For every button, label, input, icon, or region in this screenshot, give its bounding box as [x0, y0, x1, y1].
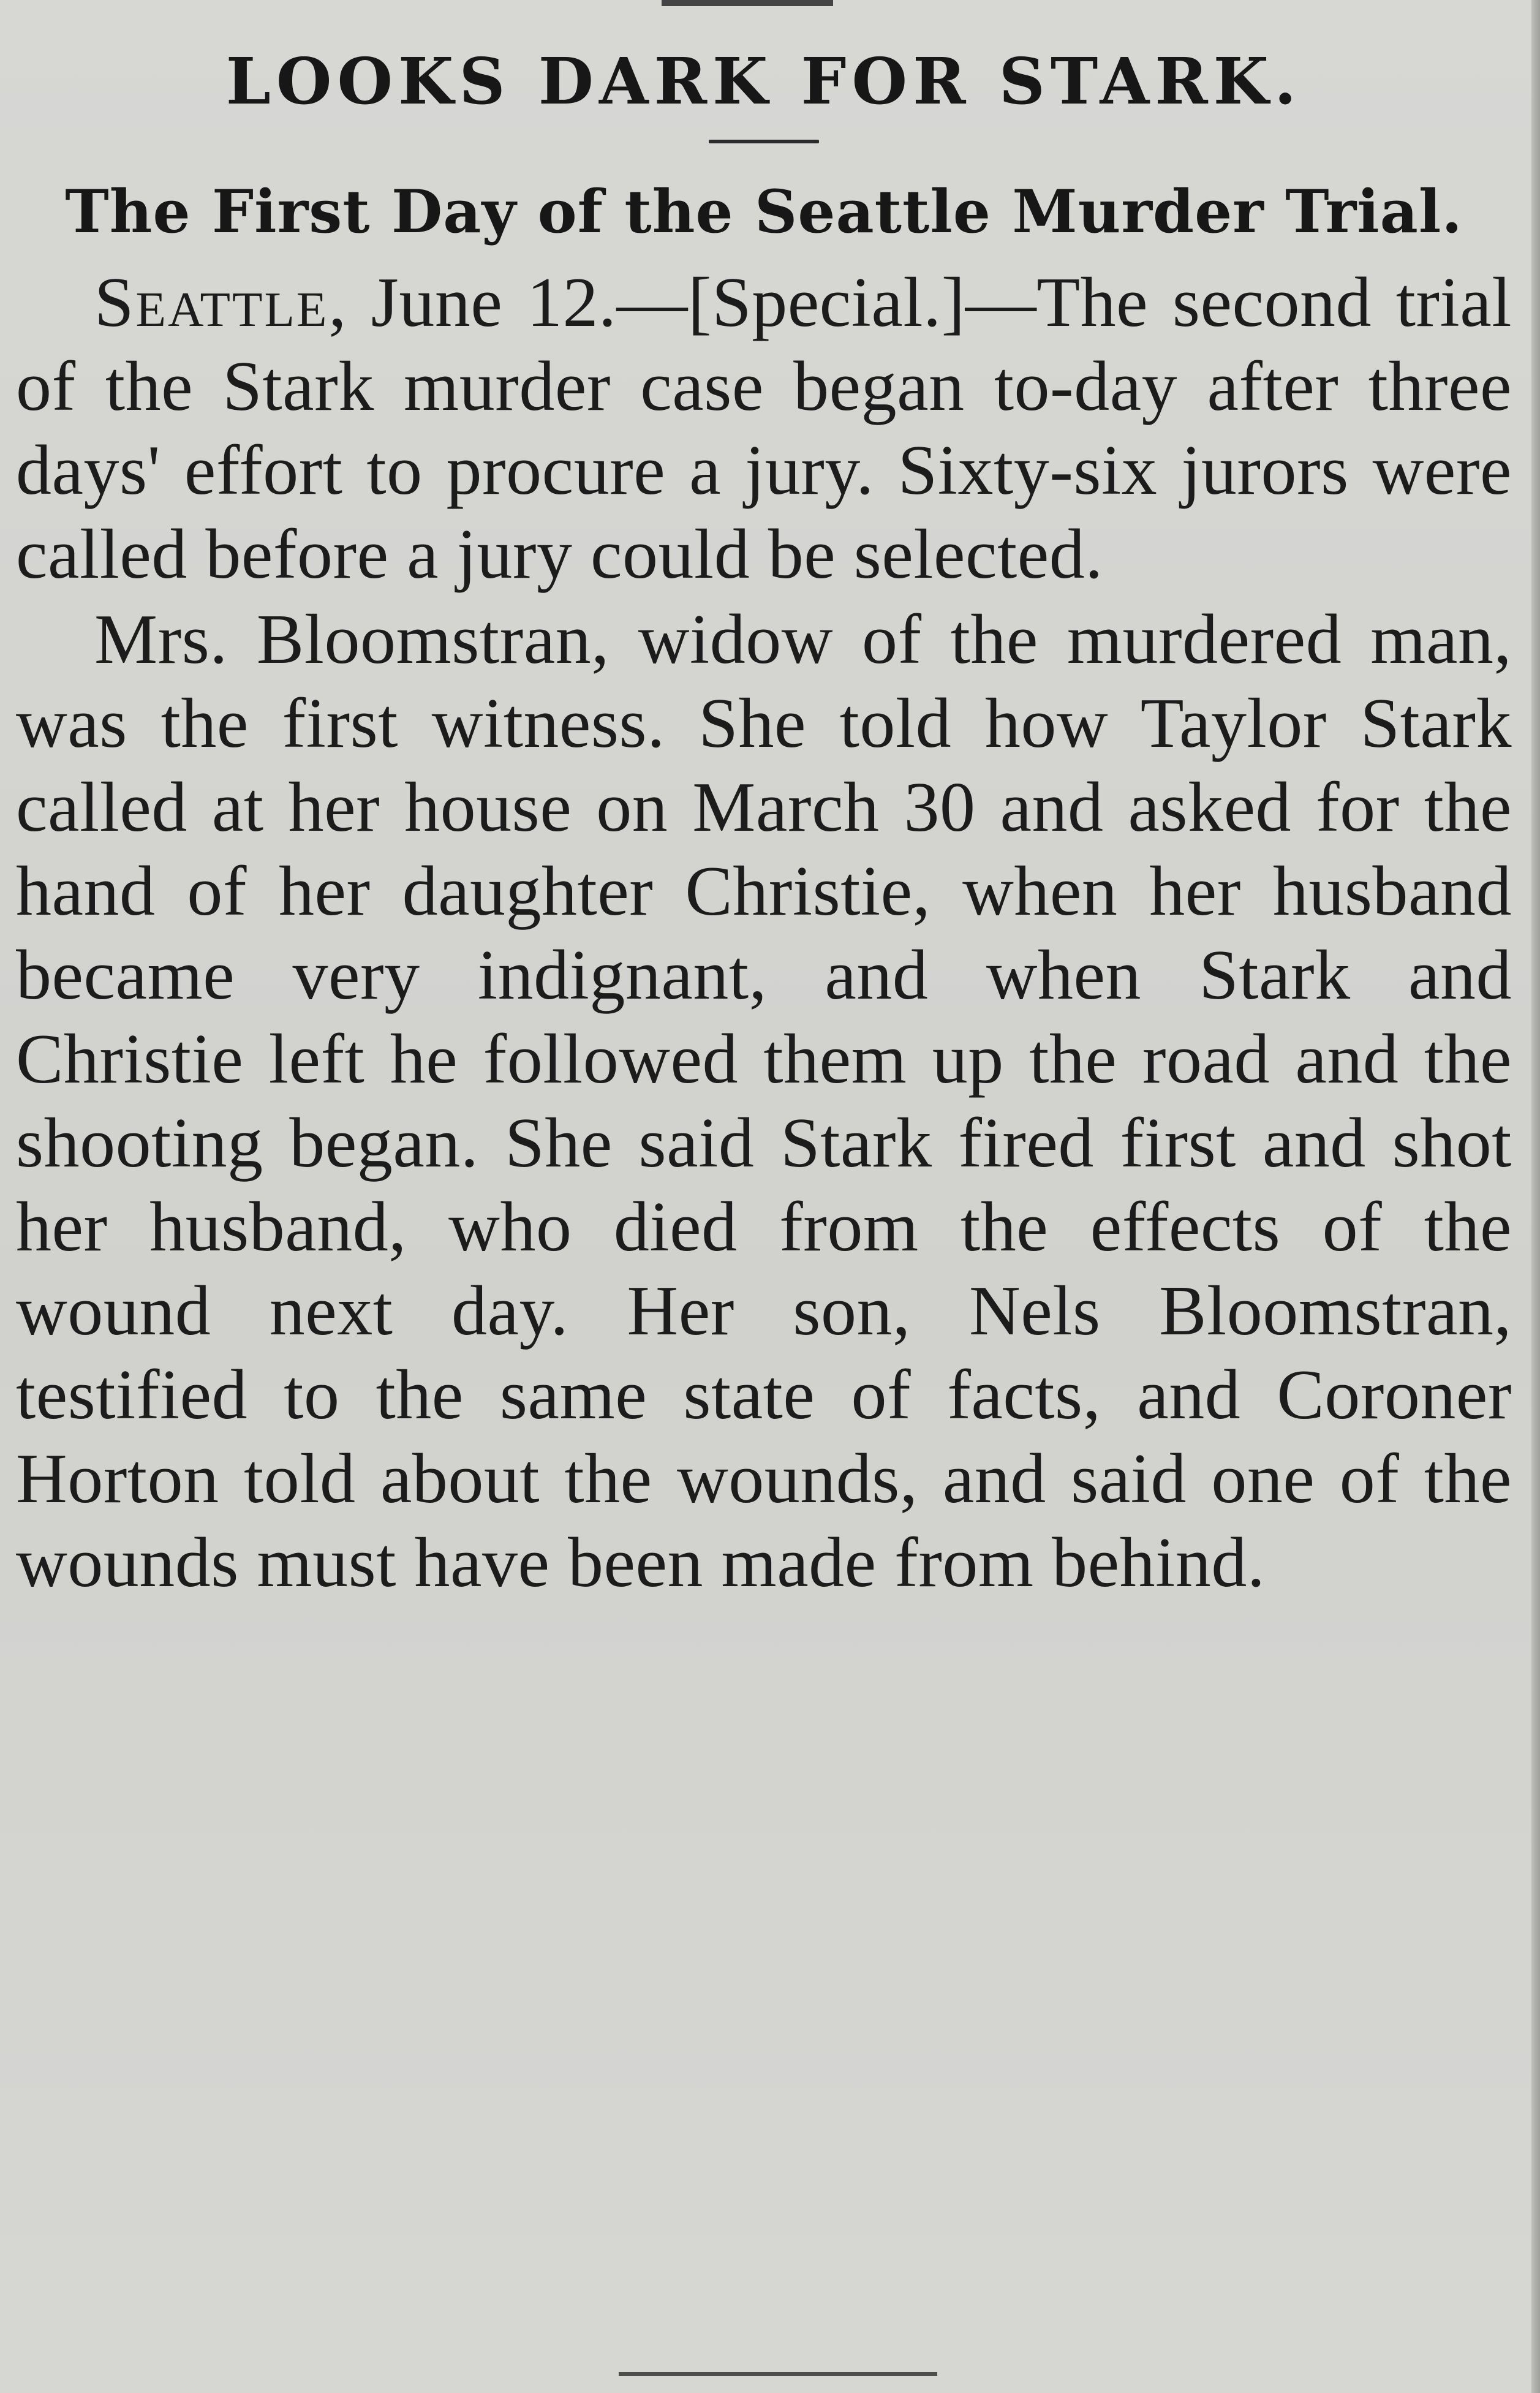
top-divider-rule — [662, 0, 833, 6]
paragraph-1-text: , June 12.—[Special.]—The second trial of the Stark murder case began to-day after three days' effort to procure a jury. Sixty-six jurors were called before a jury could be selected. — [16, 263, 1512, 594]
page-edge-shadow — [1531, 0, 1540, 2393]
article-body — [16, 261, 1512, 1605]
headline: LOOKS DARK FOR STARK. — [225, 43, 1302, 119]
subheadline: The First Day of the Seattle Murder Trial. — [65, 177, 1463, 246]
paragraph-2: Mrs. Bloomstran, widow of the murdered man, was the first witness. She told how Taylor Stark called at her house on March 30 and asked for the hand of her daughter Christie, when her husband became very indignant, and when Stark and Christie left he followed them up the road and the shooting began. She said Stark fired first and shot her husband, who died from the effects of the wound next day. Her son, Nels Bloomstran, testified to the same state of facts, and Coroner Horton told about the wounds, and said one of the wounds must have been made from behind. — [16, 600, 1512, 1602]
headline-divider — [709, 140, 819, 143]
dateline: Seattle — [94, 263, 329, 342]
bottom-divider-rule — [619, 2372, 937, 2376]
paragraph-1 — [16, 261, 1512, 597]
article — [16, 25, 1512, 1605]
